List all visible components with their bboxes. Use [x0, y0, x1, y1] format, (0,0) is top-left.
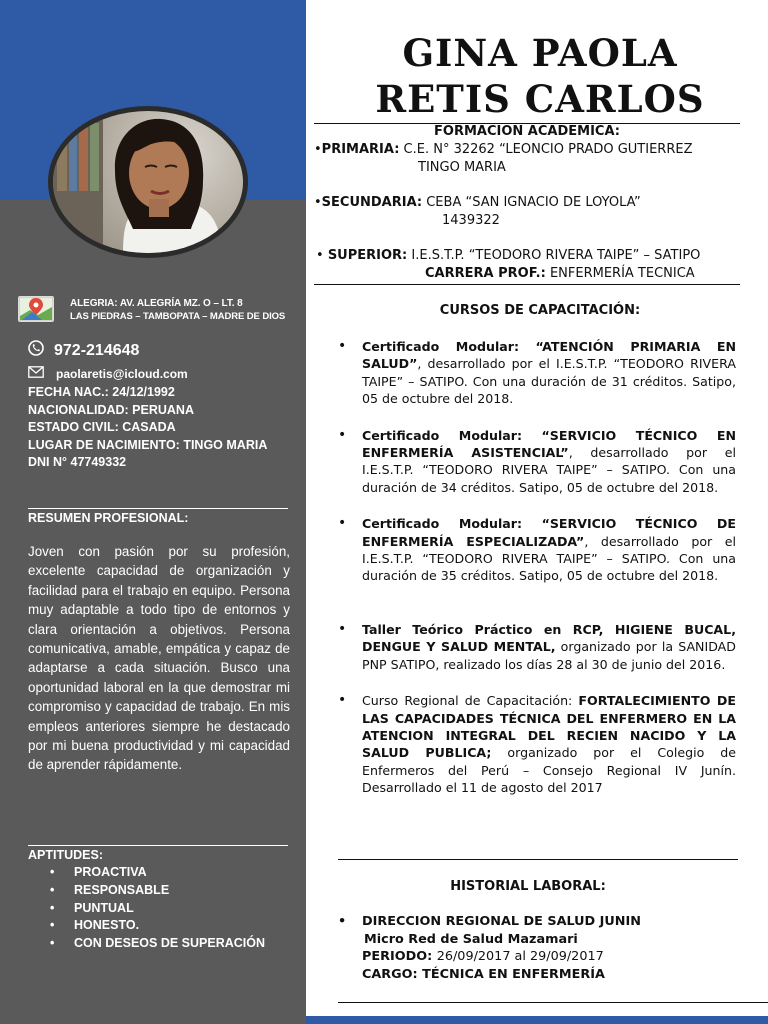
list-item — [338, 515, 736, 585]
envelope-icon — [28, 366, 44, 381]
divider — [28, 508, 288, 509]
education-superior: • SUPERIOR: I.E.S.T.P. “TEODORO RIVERA TAIPE” – SATIPO — [316, 248, 701, 263]
course-title: Taller Teórico Práctico en RCP, HIGIENE BUCAL, DENGUE Y SALUD MENTAL, — [362, 621, 736, 655]
courses-heading: CURSOS DE CAPACITACIÓN: — [439, 303, 641, 318]
course-detail: organizado por la SANIDAD PNP SATIPO, realizado los días 28 al 30 de junio del 2016. — [362, 639, 736, 672]
name-line-1: GINA PAOLA — [402, 31, 678, 75]
personal-info — [28, 384, 267, 472]
course-title: Certificado Modular: “SERVICIO TÉCNICO EN ENFERMERÍA ASISTENCIAL” — [362, 427, 736, 461]
list-item — [338, 427, 736, 497]
history-list — [338, 913, 736, 983]
period — [362, 948, 736, 966]
aptitudes-list — [50, 864, 265, 953]
divider — [338, 1002, 768, 1003]
footer-band — [306, 1016, 768, 1024]
position — [362, 966, 736, 984]
position-value: TÉCNICA EN ENFERMERÍA — [422, 966, 605, 982]
email-link[interactable]: paolaretis@icloud.com — [56, 366, 188, 381]
list-item — [338, 621, 736, 673]
birth-place: LUGAR DE NACIMIENTO: TINGO MARIA — [28, 437, 268, 452]
dni: DNI N° 47749332 — [28, 455, 127, 469]
birth-date: FECHA NAC.: 24/12/1992 — [28, 385, 175, 399]
history-heading: HISTORIAL LABORAL: — [450, 879, 606, 894]
email-row — [28, 366, 188, 381]
position-label: CARGO: — [362, 966, 418, 982]
employer: • DIRECCION REGIONAL DE SALUD JUNIN — [362, 914, 641, 929]
course-detail: , desarrollado por el I.E.S.T.P. “TEODORO RIVERA TAIPE” – SATIPO. Con una duración de 35 créditos. Satipo, 05 de octubre del 2018. — [362, 533, 736, 584]
course-title: Certificado Modular: “ATENCIÓN PRIMARIA EN SALUD” — [362, 339, 736, 372]
course-detail: , desarrollado por el I.E.S.T.P. “TEODORO RIVERA TAIPE” – SATIPO. Con una duración de 31 créditos. Satipo, 05 de octubre del 2018. — [362, 356, 736, 407]
secundaria-value: CEBA “SAN IGNACIO DE LOYOLA” — [426, 195, 641, 210]
period-label: PERIODO: — [362, 949, 433, 965]
page-title — [310, 30, 768, 122]
phone-row — [28, 340, 139, 361]
education-secundaria: •SECUNDARIA: CEBA “SAN IGNACIO DE LOYOLA” — [314, 195, 641, 210]
phone-number: 972-214648 — [54, 341, 140, 359]
secundaria-value-2: 1439322 — [442, 213, 500, 228]
primaria-value-2: TINGO MARIA — [418, 160, 506, 175]
primaria-value: C.E. N° 32262 “LEONCIO PRADO GUTIERREZ — [403, 142, 693, 157]
superior-value: I.E.S.T.P. “TEODORO RIVERA TAIPE” – SATIPO — [411, 248, 701, 263]
education-primaria: •PRIMARIA: C.E. N° 32262 “LEONCIO PRADO GUTIERREZ — [314, 142, 693, 157]
carrera-value: ENFERMERÍA TECNICA — [549, 266, 695, 281]
course-detail: , desarrollado por el I.E.S.T.P. “TEODORO RIVERA TAIPE” – SATIPO. Con una duración de 34 créditos. Satipo, 05 de octubre del 2018. — [362, 445, 736, 495]
list-item — [338, 692, 736, 796]
list-item: • PROACTIVA — [50, 864, 265, 882]
carrera-label: CARRERA PROF.: — [425, 266, 546, 281]
superior-label: SUPERIOR: — [327, 248, 408, 263]
summary-text: Joven con pasión por su profesión, excelente capacidad de organización y facilidad para el trabajo en equipo. Persona muy adaptable a todo tipo de entornos y clara orientación a objetivos. Persona comunicativa, amable, empática y capaz de adaptarse a cada situación. Busco una oportunidad laboral en la que demostrar mi compromiso y capacidad de trabajo. En mis empleos anteriores siempre he destacado por mi buena productividad y mi capacidad de aprender rápidamente. — [28, 544, 290, 773]
list-item — [338, 338, 736, 408]
divider — [314, 284, 740, 285]
primaria-label: PRIMARIA: — [321, 142, 400, 157]
location-map-icon — [18, 296, 54, 322]
period-value: 26/09/2017 al 29/09/2017 — [436, 949, 604, 965]
employer-unit: Micro Red de Salud Mazamari — [364, 931, 578, 947]
course-title: Certificado Modular: “SERVICIO TÉCNICO DE ENFERMERÍA ESPECIALIZADA” — [362, 516, 736, 549]
secundaria-label: SECUNDARIA: — [321, 195, 423, 210]
name-line-2: RETIS CARLOS — [375, 77, 705, 121]
phone-icon — [28, 340, 44, 361]
civil-status: ESTADO CIVIL: CASADA — [28, 420, 176, 434]
summary-heading: RESUMEN PROFESIONAL: — [28, 511, 189, 525]
list-item: • PUNTUAL — [50, 900, 265, 918]
course-detail: organizado por el Colegio de Enfermeros del Perú – Consejo Regional IV Junín. Desarrollado el 11 de agosto del 2017 — [362, 745, 736, 796]
nationality: NACIONALIDAD: PERUANA — [28, 402, 194, 417]
list-item: • RESPONSABLE — [50, 882, 265, 900]
list-item — [338, 913, 736, 983]
avatar — [53, 111, 243, 253]
list-item: • HONESTO. — [50, 917, 265, 935]
address-line-2: LAS PIEDRAS – TAMBOPATA – MADRE DE DIOS — [70, 311, 286, 322]
divider — [338, 859, 738, 860]
courses-list — [338, 338, 736, 816]
profile-photo — [48, 106, 248, 258]
education-heading: FORMACION ACADEMICA: — [434, 124, 620, 139]
education-carrera — [425, 265, 695, 282]
course-prefix: Curso Regional de Capacitación: — [362, 693, 579, 709]
address — [70, 297, 285, 323]
aptitudes-heading: APTITUDES: — [28, 848, 103, 862]
address-line-1: ALEGRIA: AV. ALEGRÍA MZ. O – LT. 8 — [70, 298, 243, 309]
divider — [28, 845, 288, 846]
course-title: FORTALECIMIENTO DE LAS CAPACIDADES TÉCNICA DEL ENFERMERO EN LA ATENCION INTEGRAL DEL RECIEN NACIDO Y LA SALUD PUBLICA; — [362, 693, 736, 761]
list-item: • CON DESEOS DE SUPERACIÓN — [50, 935, 265, 953]
